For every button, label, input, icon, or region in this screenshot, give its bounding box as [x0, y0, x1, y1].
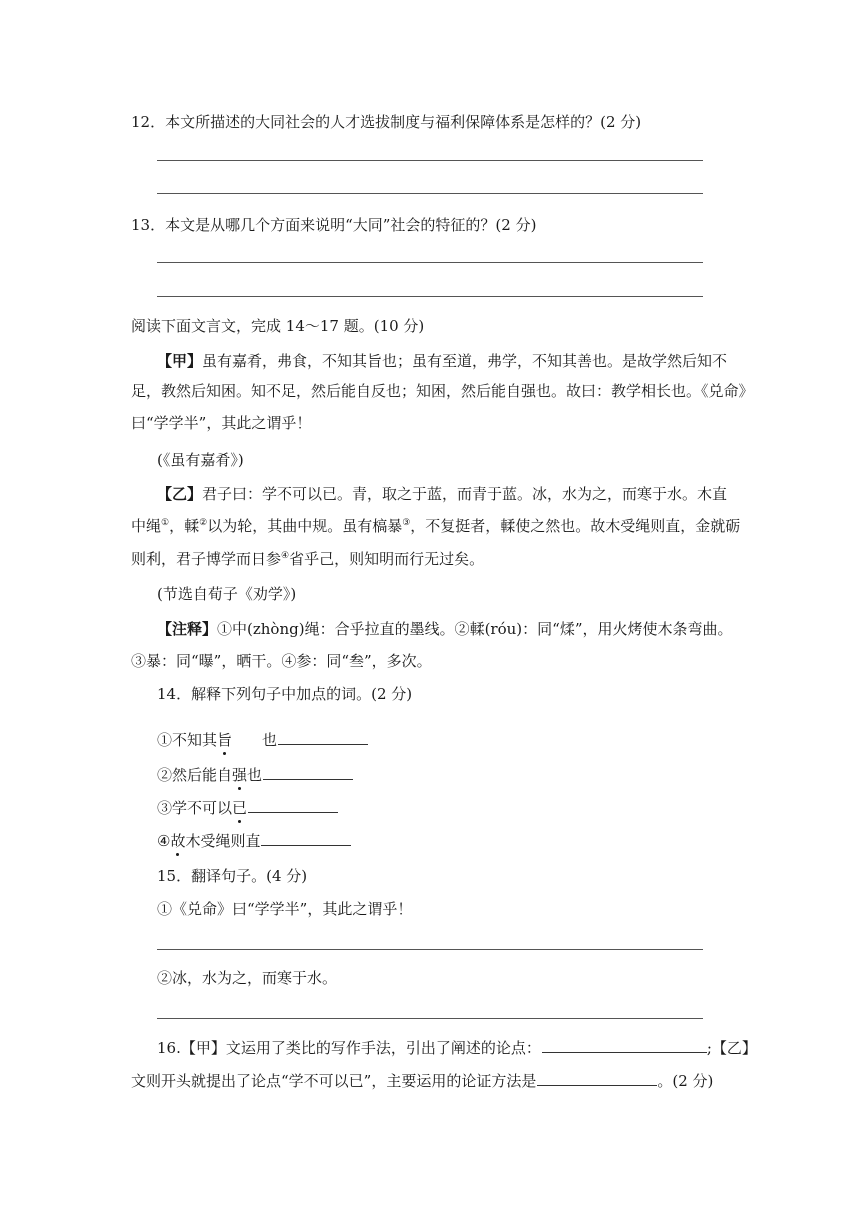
passage-yi-source: (节选自荀子《劝学》)	[157, 585, 297, 603]
q14-item-2: ②然后能自强也	[157, 765, 353, 785]
passage-jia-tag: 【甲】	[157, 352, 203, 370]
notes-line1: 【注释】①中(zhòng)绳：合乎拉直的墨线。②輮(róu)：同“煣”，用火烤使木条弯曲。	[157, 620, 733, 638]
passage-jia-line3: 曰“学学半”，其此之谓乎！	[131, 414, 312, 432]
question-15: 15．翻译句子。(4 分)	[157, 867, 308, 885]
passage-yi-line3: 则利，君子博学而日参④省乎己，则知明而行无过矣。	[131, 550, 485, 568]
q16-answer-blank-1[interactable]	[542, 1038, 707, 1053]
q14-answer-blank-1[interactable]	[278, 730, 368, 745]
q16-answer-blank-2[interactable]	[537, 1071, 657, 1086]
question-16-line1: 16.【甲】文运用了类比的写作手法，引出了阐述的论点： ;【乙】	[157, 1039, 757, 1057]
q14-answer-blank-2[interactable]	[263, 765, 353, 780]
notes-tag: 【注释】	[157, 620, 218, 638]
passage-jia-line1: 【甲】虽有嘉肴，弗食，不知其旨也；虽有至道，弗学，不知其善也。是故学然后知不	[157, 352, 728, 370]
q15-sentence-2: ②冰，水为之，而寒于水。	[157, 969, 338, 987]
passage-yi-line1: 【乙】君子曰：学不可以已。青，取之于蓝，而青于蓝。冰，水为之，而寒于水。木直	[157, 485, 728, 503]
answer-line[interactable]	[157, 296, 703, 297]
question-14: 14．解释下列句子中加点的词。(2 分)	[157, 685, 413, 703]
reading-instruction: 阅读下面文言文，完成 14～17 题。(10 分)	[131, 317, 425, 335]
passage-jia-source: (《虽有嘉肴》)	[157, 451, 244, 469]
notes-line2: ③暴：同“曝”，晒干。④参：同“叁”，多次。	[131, 652, 432, 670]
passage-jia-line2: 足，教然后知困。知不足，然后能自反也；知困，然后能自强也。故曰：教学相长也。《兑命》	[131, 382, 754, 400]
answer-line[interactable]	[157, 262, 703, 263]
q14-item-3: ③学不可以已	[157, 798, 338, 818]
question-16-line2: 文则开头就提出了论点“学不可以已”，主要运用的论证方法是 。(2 分)	[131, 1072, 714, 1090]
answer-line[interactable]	[157, 949, 703, 950]
q15-sentence-1: ①《兑命》曰“学学半”，其此之谓乎！	[157, 900, 413, 918]
q14-item-4: ④故木受绳则直	[157, 831, 351, 851]
passage-yi-tag: 【乙】	[157, 485, 203, 503]
q14-answer-blank-3[interactable]	[248, 798, 338, 813]
passage-yi-line2: 中绳①，輮②以为轮，其曲中规。虽有槁暴③，不复挺者，輮使之然也。故木受绳则直，金就砺	[131, 517, 741, 535]
q14-answer-blank-4[interactable]	[261, 831, 351, 846]
question-12: 12．本文所描述的大同社会的人才选拔制度与福利保障体系是怎样的？(2 分)	[131, 113, 642, 131]
question-13: 13．本文是从哪几个方面来说明“大同”社会的特征的？(2 分)	[131, 216, 537, 234]
answer-line[interactable]	[157, 193, 703, 194]
answer-line[interactable]	[157, 1018, 703, 1019]
answer-line[interactable]	[157, 160, 703, 161]
q14-item-1: ①不知其旨 也	[157, 730, 368, 750]
